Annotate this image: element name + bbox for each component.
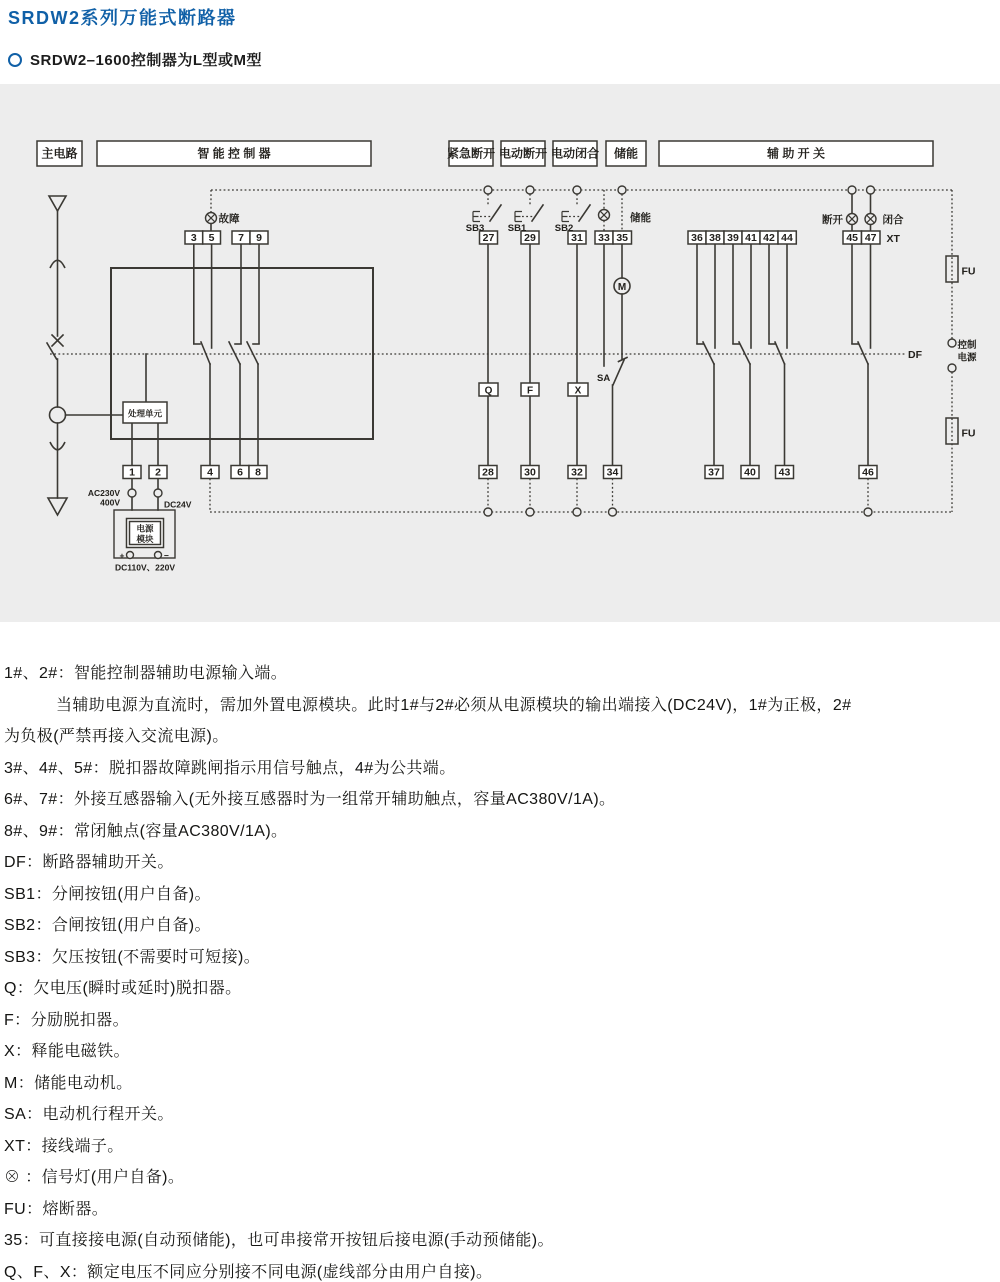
svg-text:47: 47 (864, 232, 877, 245)
motor-icon (614, 278, 630, 294)
shunt-release-label: F (526, 385, 534, 397)
note-line: FU：熔断器。 (4, 1200, 109, 1218)
svg-text:处理单元: 处理单元 (127, 408, 163, 419)
svg-text:模块: 模块 (136, 534, 154, 544)
fu-label: FU (961, 265, 976, 278)
charge-lamp-icon (599, 210, 610, 221)
note-line: 3#、4#、5#：脱扣器故障跳闸指示用信号触点，4#为公共端。 (4, 759, 456, 777)
header-emergency-off: 紧急断开 (446, 146, 496, 161)
minus-sign: − (164, 550, 169, 561)
note-line: F：分励脱扣器。 (4, 1011, 129, 1029)
svg-text:3: 3 (190, 232, 197, 245)
circle-bullet-icon (8, 53, 22, 67)
current-transformer-icon (50, 407, 66, 423)
svg-text:2: 2 (155, 466, 161, 479)
note-line: DF：断路器辅助开关。 (4, 854, 174, 871)
svg-text:46: 46 (862, 466, 874, 479)
svg-text:34: 34 (606, 466, 619, 479)
sa-label: SA (597, 373, 611, 384)
svg-text:38: 38 (709, 232, 721, 245)
svg-text:36: 36 (691, 232, 703, 245)
header-electric-off: 电动断开 (498, 146, 548, 161)
note-line: ⊗ ：信号灯(用户自备)。 (4, 1169, 185, 1186)
pushbutton-actuator-icons (473, 212, 569, 222)
df-label: DF (908, 349, 922, 361)
note-line: M：储能电动机。 (4, 1074, 133, 1092)
header-charge: 储能 (613, 146, 639, 161)
svg-text:29: 29 (524, 232, 536, 245)
svg-text:35: 35 (616, 232, 629, 245)
note-line: SA：电动机行程开关。 (4, 1106, 174, 1123)
svg-text:45: 45 (846, 232, 859, 245)
energy-release-label: X (574, 385, 582, 397)
undervoltage-release-label: Q (484, 385, 493, 397)
svg-text:30: 30 (524, 466, 536, 479)
svg-text:M: M (617, 282, 627, 293)
header-aux-switch: 辅 助 开 关 (766, 146, 826, 161)
terminal-row-bottom (123, 466, 877, 479)
xt-label: XT (886, 233, 900, 245)
svg-text:电源: 电源 (136, 523, 154, 534)
svg-text:31: 31 (571, 232, 583, 245)
busbar-arrow-icon (49, 196, 66, 211)
note-line: 8#、9#：常闭触点(容量AC380V/1A)。 (4, 822, 288, 840)
processing-unit-box (123, 402, 167, 423)
release-coils (479, 383, 588, 397)
wiring-diagram-panel (0, 84, 1000, 622)
svg-text:43: 43 (778, 466, 791, 479)
dc-output-label: DC110V、220V (115, 562, 176, 573)
diagram-header-row (37, 141, 933, 166)
page-title: SRDW2系列万能式断路器 (8, 8, 237, 28)
svg-text:32: 32 (571, 466, 583, 479)
open-label: 断开 (822, 214, 843, 226)
note-line: 当辅助电源为直流时，需加外置电源模块。此时1#与2#必须从电源模块的输出端接入(DC24V)，1#为正极，2# (56, 696, 852, 714)
dc24v-label: DC24V (164, 499, 192, 510)
svg-text:40: 40 (744, 466, 756, 479)
note-line: Q：欠电压(瞬时或延时)脱扣器。 (4, 980, 242, 997)
svg-text:42: 42 (763, 232, 775, 245)
control-power-label-1: 控制 (957, 340, 977, 351)
svg-text:6: 6 (237, 466, 243, 479)
note-line: Q、F、X：额定电压不同应分别接不同电源(虚线部分由用户自接)。 (4, 1263, 493, 1281)
svg-text:39: 39 (727, 232, 739, 245)
header-electric-on: 电动闭合 (550, 146, 600, 161)
fault-label: 故障 (218, 213, 240, 225)
sb1-label: SB1 (507, 223, 527, 234)
fu-label: FU (961, 427, 976, 440)
note-line: 6#、7#：外接互感器输入(无外接互感器时为一组常开辅助触点，容量AC380V/1A)。 (4, 791, 616, 808)
note-line: XT：接线端子。 (4, 1137, 124, 1155)
busbar-arrow-icon (48, 498, 67, 515)
note-line: SB3：欠压按钮(不需要时可短接)。 (4, 948, 261, 966)
400v-label: 400V (100, 497, 120, 508)
note-line: X：释能电磁铁。 (4, 1043, 130, 1060)
legend-notes (4, 658, 996, 1282)
svg-text:37: 37 (708, 466, 720, 479)
sb3-label: SB3 (465, 223, 485, 234)
svg-text:27: 27 (482, 232, 495, 245)
header-controller: 智 能 控 制 器 (197, 146, 271, 161)
note-line: SB1：分闸按钮(用户自备)。 (4, 885, 211, 903)
sb2-label: SB2 (554, 223, 574, 234)
svg-text:8: 8 (255, 466, 261, 479)
note-line: 1#、2#：智能控制器辅助电源输入端。 (4, 665, 288, 682)
svg-text:33: 33 (598, 232, 610, 245)
note-line: 为负极(严禁再接入交流电源)。 (4, 728, 229, 745)
svg-text:1: 1 (129, 466, 135, 479)
power-module-box (114, 510, 175, 561)
svg-text:44: 44 (781, 232, 793, 245)
svg-text:5: 5 (208, 232, 215, 245)
note-line: SB2：合闸按钮(用户自备)。 (4, 917, 211, 934)
control-power-label-2: 电源 (957, 352, 977, 364)
close-lamp-icon (865, 214, 876, 225)
charge-label: 储能 (630, 212, 651, 224)
section-subtitle-label: SRDW2–1600控制器为L型或M型 (30, 52, 263, 69)
ac230v-label: AC230V (87, 488, 120, 498)
open-lamp-icon (847, 214, 858, 225)
fault-lamp-icon (206, 213, 217, 224)
wiring-diagram (0, 84, 1000, 622)
terminal-row-top (185, 231, 880, 244)
plus-sign: + (119, 550, 125, 561)
svg-text:4: 4 (207, 466, 213, 479)
svg-text:7: 7 (238, 232, 244, 245)
note-line: 35：可直接接电源(自动预储能)，也可串接常开按钮后接电源(手动预储能)。 (4, 1232, 554, 1249)
section-subtitle (8, 49, 262, 70)
signal-lamps (206, 210, 877, 225)
svg-text:41: 41 (745, 232, 757, 245)
close-label: 闭合 (882, 214, 904, 226)
svg-text:9: 9 (256, 232, 262, 245)
svg-text:28: 28 (482, 466, 494, 479)
fuse-icon (946, 256, 958, 282)
header-main-circuit: 主电路 (41, 146, 78, 161)
